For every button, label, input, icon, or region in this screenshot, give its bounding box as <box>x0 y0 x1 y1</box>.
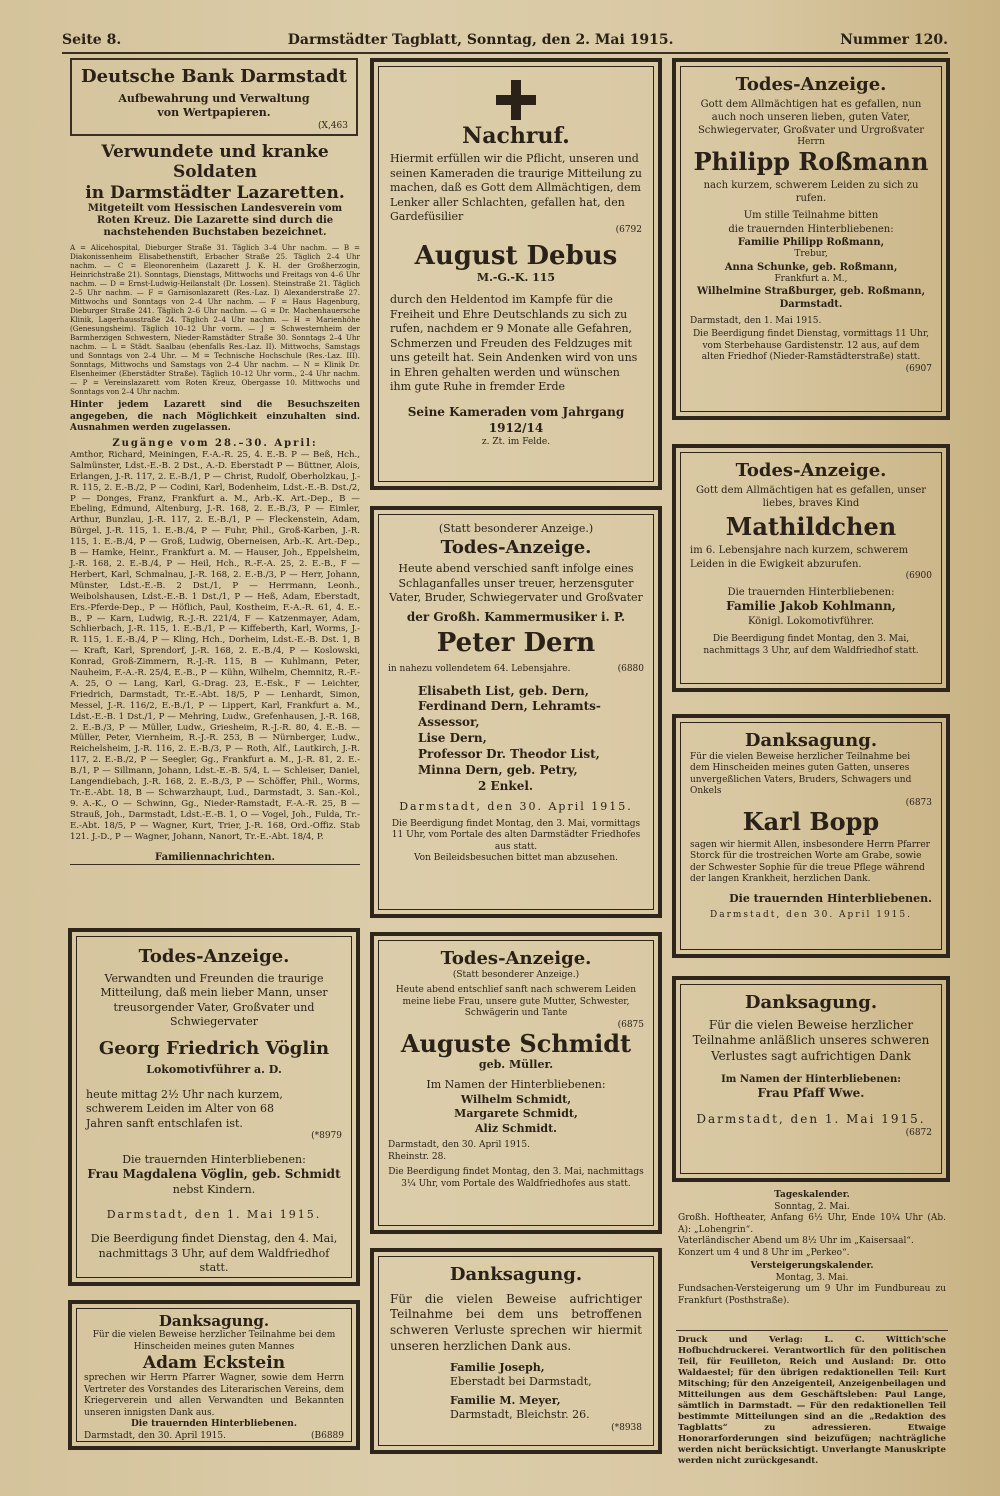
eckstein-code: (B6889 <box>310 1431 344 1441</box>
rossmann-mourner-3: Wilhelmine Straßburger, geb. Roßmann, Darmstadt. <box>696 286 926 311</box>
lazarett-note: Hinter jedem Lazarett sind die Besuchszeiten angegeben, die nach Möglichkeit einzuhalten sind. Ausnahmen werden zugelassen. <box>70 400 360 434</box>
schmidt-mourners <box>388 1093 644 1137</box>
bopp-code: (6873 <box>905 797 932 808</box>
rossmann-code: (6907 <box>905 363 932 374</box>
bank-line2: von Wertpapieren. <box>157 106 271 120</box>
joseph-family-2b: Darmstadt, Bleichstr. 26. <box>450 1408 590 1422</box>
mathildchen-code: (6900 <box>905 570 932 581</box>
zugaenge-title: Zugänge vom 28.–30. April: <box>112 437 318 449</box>
dern-funeral: Die Beerdigung findet Montag, den 3. Mai, vormittags 11 Uhr, vom Portale des alten Darmstädter Friedhofes aus statt. <box>391 818 641 852</box>
debus-name: August Debus <box>414 241 618 272</box>
dern-mourner-1: Elisabeth List, geb. Dern, <box>418 683 589 698</box>
rossmann-still: Um stille Teilnahme bitten <box>743 210 879 222</box>
rossmann-place: Darmstadt, den 1. Mai 1915. <box>690 315 822 326</box>
bopp-mourners: Die trauernden Hinterbliebenen. <box>729 891 932 905</box>
schmidt-intro: Heute abend entschlief sanft nach schwerem Leiden meine liebe Frau, unsere gute Mutter, Schwester, Schwägerin und Tante <box>395 985 637 1019</box>
schmidt-mourners-intro: Im Namen der Hinterbliebenen: <box>426 1078 606 1092</box>
dern-heading: Todes-Anzeige. <box>440 536 592 558</box>
familien-heading: Familiennachrichten. <box>70 851 360 865</box>
bank-line1: Aufbewahrung und Verwaltung <box>118 91 310 105</box>
rossmann-name: Philipp Roßmann <box>693 146 929 176</box>
bopp-place: Darmstadt, den 30. April 1915. <box>710 910 912 921</box>
bopp-text: sagen wir hiermit Allen, insbesondere Herrn Pfarrer Storck für die trostreichen Worte am Grabe, sowie der Schwester Sophie für die treue Pflege während der langen Krankheit, herzlichen Dank. <box>690 839 930 885</box>
dern-mourner-4: Professor Dr. Theodor List, <box>418 746 600 761</box>
debus-notice <box>370 58 662 490</box>
joseph-family-2: Familie M. Meyer, <box>450 1393 561 1407</box>
dern-age: in nahezu vollendetem 64. Lebensjahre. <box>388 664 571 675</box>
schmidt-mourner-3: Aliz Schmidt. <box>474 1121 558 1135</box>
pfaff-names-intro: Im Namen der Hinterbliebenen: <box>721 1074 901 1086</box>
voeglin-name: Georg Friedrich Vöglin <box>98 1037 330 1059</box>
rossmann-text: nach kurzem, schwerem Leiden zu sich zu rufen. <box>703 180 919 205</box>
dern-mourner-6: 2 Enkel. <box>478 778 534 793</box>
schmidt-notice <box>370 932 662 1234</box>
schmidt-name: Auguste Schmidt <box>400 1029 632 1059</box>
dern-place: Darmstadt, den 30. April 1915. <box>399 800 633 814</box>
pfaff-notice <box>672 976 950 1182</box>
page-header <box>62 28 948 54</box>
voeglin-mourners-2: nebst Kindern. <box>172 1183 256 1197</box>
mathildchen-funeral: Die Beerdigung findet Montag, den 3. Mai, nachmittags 3 Uhr, auf dem Waldfriedhof statt. <box>703 634 919 656</box>
dern-code: (6880 <box>617 664 644 675</box>
eckstein-name: Adam Eckstein <box>142 1353 286 1374</box>
kalender-line-1: Großh. Hoftheater, Anfang 6½ Uhr, Ende 10¼ Uhr (Ab. A): „Lohengrin“. <box>678 1213 946 1235</box>
versteigerung-line-1: Fundsachen-Versteigerung um 9 Uhr im Fundbureau zu Frankfurt (Posthstraße). <box>678 1284 946 1306</box>
bank-code: (X,463 <box>318 120 348 131</box>
voeglin-title: Lokomotivführer a. D. <box>146 1063 282 1077</box>
dern-notice <box>370 506 662 918</box>
mathildchen-mourners-intro: Die trauernden Hinterbliebenen: <box>727 587 895 599</box>
dern-name: Peter Dern <box>436 628 596 659</box>
voeglin-place: Darmstadt, den 1. Mai 1915. <box>106 1207 322 1221</box>
mathildchen-heading: Todes-Anzeige. <box>735 460 887 481</box>
rossmann-funeral: Die Beerdigung findet Dienstag, vormittags 11 Uhr, vom Sterbehause Gardistenstr. 12 aus, auf dem alten Friedhof (Nieder-Ramstädterstraße) statt. <box>692 329 930 363</box>
rossmann-intro: Gott dem Allmächtigen hat es gefallen, nun auch noch unseren lieben, guten Vater, Schwiegervater, Großvater und Urgroßvater <box>697 98 925 136</box>
pfaff-text: Für die vielen Beweise herzlicher Teilnahme anläßlich unseres schweren Verlustes sagt aufrichtigen Dank <box>692 1017 930 1064</box>
pfaff-heading: Danksagung. <box>744 992 878 1013</box>
voeglin-notice <box>68 928 360 1286</box>
debus-heading: Nachruf. <box>462 123 570 149</box>
kalender-title: Tageskalender. <box>774 1190 850 1200</box>
mathildchen-mourner-1b: Königl. Lokomotivführer. <box>747 616 875 628</box>
dern-mourner-3: Lise Dern, <box>418 731 487 746</box>
schmidt-heading: Todes-Anzeige. <box>440 948 592 969</box>
mathildchen-text: im 6. Lebensjahre nach kurzem, schwerem Leiden in die Ewigkeit abzurufen. <box>690 545 909 570</box>
impressum <box>676 1330 948 1466</box>
dern-mourner-5: Minna Dern, geb. Petry, <box>418 762 578 777</box>
debus-text: durch den Heldentod im Kampfe für die Freiheit und Ehre Deutschlands zu sich zu rufen, nachdem er 9 Monate alle Gefahren, Schmerzen und Freuden des Feldzuges mit uns geteilt hat. Sein Andenken wird von uns in Ehren gehalten werden und wünschen ihm gute Ruhe in fremder Erde <box>390 293 638 394</box>
mathildchen-notice <box>672 444 950 692</box>
dern-mourner-2: Ferdinand Dern, Lehramts-Assessor, <box>418 699 601 730</box>
lazarett-legend: A = Alicehospital, Dieburger Straße 31. Täglich 3–4 Uhr nachm. — B = Diakonissenheim Elisabethenstift, Erbacher Straße 25. Täglich 2–4 Uhr nachm. — C = Eleonorenheim (Lazarett J. K. H. der Großherzogin, Heinrichstraße 21). Sonntags, Dienstags, Mittwochs und Freitags von 4–6 Uhr nachm. — D = Ernst-Ludwig-Heilanstalt (Dr. Lossen). Steinstraße 21. Täglich 2–5 Uhr nachm. — F = Garnisonlazarett (Res.-Laz. I) Alexanderstraße 27. Mittwochs und Sonntags von 2–4 Uhr nachm. — F = Haus Hagenburg, Dieburger Straße 241. Täglich 2–6 Uhr nachm. — G = Dr. Machenhauersche Klinik, Lagerhausstraße 24. Täglich 2–4 Uhr nachm. — H = Marienhöhe (Genesungsheim). Täglich 10–12 Uhr vorm. — J = Schwesternheim der Barmherzigen Schwestern, Nieder-Ramstädter Straße 30. Sonntags 2–4 Uhr nachm. — L = Städt. Saalbau (ebenfalls Res.-Laz. II). Mittwochs, Samstags und Sonntags von 2–4 Uhr. — M = Technische Hochschule (Res.-Laz. III). Sonntags, Mittwochs und Samstags von 2–4 Uhr nachm. — N = Klinik Dr. Elsenheimer (Eberstädter Straße). Täglich 10–12 Uhr vorm., 2–4 Uhr nachm. — P = Vereinslazarett vom Roten Kreuz, Obergasse 10. Mittwochs und Sonntags von 2–4 Uhr nachm. <box>70 243 360 397</box>
joseph-notice <box>370 1248 662 1454</box>
bopp-notice <box>672 714 950 958</box>
schmidt-mourner-1: Wilhelm Schmidt, <box>460 1092 572 1106</box>
rossmann-mourner-1b: Trebur, <box>794 249 828 259</box>
schmidt-street: Rheinstr. 28. <box>388 1151 447 1162</box>
eckstein-notice <box>68 1300 360 1450</box>
eckstein-heading: Danksagung. <box>158 1312 270 1330</box>
rossmann-herr: Herrn <box>797 137 825 148</box>
schmidt-funeral: Die Beerdigung findet Montag, den 3. Mai, nachmittags 3¼ Uhr, vom Portale des Waldfriedhofes aus statt. <box>388 1167 644 1189</box>
dern-note: Von Beileidsbesuchen bittet man abzusehen. <box>414 853 618 864</box>
schmidt-mourner-2: Margarete Schmidt, <box>454 1107 578 1121</box>
joseph-heading: Danksagung. <box>449 1264 583 1285</box>
rossmann-heading: Todes-Anzeige. <box>735 74 887 95</box>
eckstein-footer <box>84 1431 344 1443</box>
lazarett-intro: Mitgeteilt vom Hessischen Landesverein vom Roten Kreuz. Die Lazarette sind durch die nachstehenden Buchstaben bezeichnet. <box>87 203 343 239</box>
voeglin-code: (*8979 <box>311 1131 342 1142</box>
rossmann-mourner-1: Familie Philipp Roßmann, <box>737 236 885 248</box>
schmidt-place: Darmstadt, den 30. April 1915. <box>388 1140 530 1151</box>
debus-unit: M.-G.-K. 115 <box>476 270 556 284</box>
voeglin-mourners: Frau Magdalena Vöglin, geb. Schmidt <box>87 1167 341 1182</box>
bopp-intro: Für die vielen Beweise herzlicher Teilnahme bei dem Hinscheiden meines guten Gatten, unseres unvergeßlichen Vaters, Bruders, Schwagers und Onkels <box>690 751 912 797</box>
debus-code: (6792 <box>615 224 642 235</box>
lazarett-article <box>70 142 360 865</box>
debus-sign-1: Seine Kameraden vom Jahrgang <box>407 405 625 419</box>
pfaff-code: (6872 <box>905 1127 932 1138</box>
joseph-family-1b: Eberstadt bei Darmstadt, <box>450 1375 592 1389</box>
rossmann-notice <box>672 58 950 420</box>
lazarett-title-1: Verwundete und kranke Soldaten <box>101 142 329 183</box>
page-number: Seite 8. <box>62 32 122 48</box>
voeglin-heading: Todes-Anzeige. <box>138 946 290 967</box>
versteigerung-title: Versteigerungskalender. <box>750 1261 874 1272</box>
debus-sign-2: 1912/14 <box>488 420 544 435</box>
lazarett-title-2: in Darmstädter Lazaretten. <box>85 182 345 203</box>
bopp-name: Karl Bopp <box>742 807 880 837</box>
rossmann-mourner-2: Anna Schunke, geb. Roßmann, <box>724 261 898 273</box>
impressum-text: Druck und Verlag: L. C. Wittich'sche Hofbuchdruckerei. Verantwortlich für den politischen Teil, für Feuilleton, Reich und Ausland: Dr. Otto Waldaestel; für den übrigen redaktionellen Teil: Kurt Mitsching; für den Anzeigenteil, Anzeigenbeilagen und Mitteilungen aus dem Geschäftsleben: Paul Lange, sämtlich in Darmstadt. — Für den redaktionellen Teil bestimmte Mitteilungen sind an die „Redaktion des Tagblatts“ zu adressieren. Etwaige Honorarforderungen sind beizufügen; nachträgliche werden nicht berücksichtigt. Unverlangte Manuskripte werden nicht zurückgesandt. <box>678 1335 946 1466</box>
schmidt-code: (6875 <box>617 1019 644 1030</box>
eckstein-mourners: Die trauernden Hinterbliebenen. <box>131 1419 297 1430</box>
schmidt-born: geb. Müller. <box>478 1057 554 1071</box>
joseph-code: (*8938 <box>611 1422 642 1433</box>
masthead-line: Darmstädter Tagblatt, Sonntag, den 2. Mai 1915. <box>287 32 674 48</box>
rossmann-mourner-2b: Frankfurt a. M., <box>774 273 848 284</box>
dern-intro: Heute abend verschied sanft infolge eines Schlaganfalles unser treuer, herzensguter Vater, Bruder, Schwiegervater und Großvater <box>389 562 643 605</box>
voeglin-intro: Verwandten und Freunden die traurige Mitteilung, daß mein lieber Mann, unser treusorgender Vater, Großvater und Schwiegervater <box>100 971 328 1029</box>
kalender-line-2: Vaterländischer Abend um 8½ Uhr im „Kaisersaal“. <box>678 1236 914 1247</box>
eckstein-intro: Für die vielen Beweise herzlicher Teilnahme bei dem Hinscheiden meines guten Mannes <box>92 1330 336 1352</box>
mathildchen-mourner-1: Familie Jakob Kohlmann, <box>726 599 896 614</box>
zugaenge-list: Amthor, Richard, Meiningen, F.-A.-R. 25, 4. E.-B. P — Beß, Hch., Salmünster, Ldst.-E.-B. 2 Dst., A.-D. Eberstadt P — Büttner, Alois, Erlangen, J.-R. 117, 2. E.-B./1, P — Christ, Rudolf, Oberholzkau, J.-R. 115, 2. E.-B./2, P — Codini, Karl, Bodenheim, Ldst.-E.-B. Dst./2, P — Donges, Franz, Frankfurt a. M., Arb.-K. Art.-Dep., B — Ebeling, Edmund, Altenburg, J.-R. 168, 2. E.-B./3, P — Eimler, Arthur, Bunzlau, J.-R. 117, 2. E.-B./1, P — Fleckenstein, Adam, Bürgel, J.-R. 115, 1. E.-B./4, P — Fuhr, Phil., Groß-Karben, J.-R. 115, 1. E.-B./4, P — Groß, Ludwig, Oberneisen, Arb.-K. Art.-Dep., B — Hamke, Heinr., Frankfurt a. M. — Hauser, Joh., Eppelsheim, J.-R. 168, 2. E.-B./4, P — Heil, Hch., R.-F.-A. 25, 2. E.-B., F — Herbert, Karl, Schmalnau, J.-R. 168, 2. E.-B./3, P — Herr, Johann, Münster, Ldst.-E.-B. 2 Dst./1, P — Herrmann, Leonh., Weibolshausen, Ldst.-E.-B. 1 Dst./1, P — Heß, Adam, Eberstadt, Ers.-Pferde-Dep., P — Höflich, Paul, Kostheim, F.-A.-R. 61, 4. E.-B., P — Karn, Ludwig, R.-J.-R. 221/4, F — Katzenmayer, Adam, Schlierbach, J.-R. 115, 1. E.-B./1, P — Kiffeberth, Karl, Worms, J.-R. 115, 1. E.-B./4, P — Kling, Hch., Dorheim, Ldst.-E.-B. Dst. 1, B — Kraft, Karl, Sprendorf, J.-R. 168, 2. E.-B./4, P — Koslowski, Konrad, Groß-Zimmern, R.-J.-R. 115, B — Kuhlmann, Peter, Nauheim, F.-A.-R. 25/4, E.-B., P — Kühn, Wilhelm, Chemnitz, R.-F.-A. 25, O — Lang, Karl, G.-Drag. 23, E.-Esk., F — Leichter, Friedrich, Darmstadt, Tr.-E.-Abt. 18/5, P — Lenhardt, Simon, Messel, J.-R. 116/2, E.-B./1, P — Lippert, Karl, Frankfurt a. M., Ldst.-E.-B. 1 Dst./1, P — Mehring, Ludw., Grefenhausen, J.-R. 168, 2. E.-B./3, P — Müller, Ludw., Griesheim, R.-J.-R. 80, 4. E.-B. — Müller, Peter, Viernheim, R.-J.-R. 253, B — Nürnberger, Ludw., Reichelsheim, J.-R. 116, 2. E.-B./3, P — Roth, Alf., Lautkirch, J.-R. 117, 2. E.-B./2, P — Seegler, Gg., Frankfurt a. M., J.-R. 81, 2. E.-B./1, P — Sillmann, Johann, Ldst.-E.-B. 5/4, L — Schleiser, Daniel, Langendiebach, J.-R. 168, 2. E.-B./3, P — Schöffer, Phil., Worms, Tr.-E.-Abt. 18, B — Schwarzhaupt, Lud., Darmstadt, 3. San.-Kol., 9. A.-K., O — Schwinn, Gg., Nieder-Ramstadt, F.-A.-R. 25, B — Strauß, Joh., Darmstadt, Ldst.-E.-B. 1, O — Vogel, Joh., Fulda, Tr.-E.-Abt. 18/5, P — Wagner, Kurt, Trier, J.-R. 168, Ord.-Offiz. Stab 121. J.-D., P — Wagner, Johann, Nanort, Tr.-E.-Abt. 18/4, P. <box>70 449 360 842</box>
mathildchen-name: Mathildchen <box>725 511 897 541</box>
kalender-line-3: Konzert um 4 und 8 Uhr im „Perkeo“. <box>678 1247 850 1258</box>
eckstein-text: sprechen wir Herrn Pfarrer Wagner, sowie dem Herrn Vertreter des Vorstandes des Literarischen Vereins, dem Kriegerverein und allen Verwandten und Bekannten unseren innigsten Dank aus. <box>84 1373 344 1418</box>
pfaff-name: Frau Pfaff Wwe. <box>757 1086 865 1101</box>
tageskalender <box>676 1190 948 1324</box>
bank-title: Deutsche Bank Darmstadt <box>81 66 347 87</box>
joseph-family-1: Familie Joseph, <box>450 1360 545 1374</box>
bank-ad <box>70 58 358 136</box>
voeglin-funeral: Die Beerdigung findet Dienstag, den 4. Mai, nachmittags 3 Uhr, auf dem Waldfriedhof statt. <box>90 1232 338 1275</box>
kalender-date: Sonntag, 2. Mai. <box>774 1201 850 1212</box>
schmidt-pre: (Statt besonderer Anzeige.) <box>452 969 580 980</box>
voeglin-mourners-intro: Die trauernden Hinterbliebenen: <box>122 1152 306 1166</box>
issue-number: Nummer 120. <box>840 32 948 48</box>
pfaff-place: Darmstadt, den 1. Mai 1915. <box>696 1112 926 1127</box>
eckstein-place: Darmstadt, den 30. April 1915. <box>84 1431 226 1441</box>
dern-pre: (Statt besonderer Anzeige.) <box>438 522 594 535</box>
dern-mourners <box>388 684 644 795</box>
bopp-heading: Danksagung. <box>744 730 878 751</box>
voeglin-text: heute mittag 2½ Uhr nach kurzem, schwerem Leiden im Alter von 68 Jahren sanft entschlafen ist. <box>86 1087 283 1130</box>
rossmann-mourners-intro: die trauernden Hinterbliebenen: <box>728 223 894 235</box>
dern-title: der Großh. Kammermusiker i. P. <box>406 609 626 624</box>
debus-sign-3: z. Zt. im Felde. <box>481 436 551 447</box>
mathildchen-intro: Gott dem Allmächtigen hat es gefallen, unser liebes, braves Kind <box>695 484 927 509</box>
versteigerung-date: Montag, 3. Mai. <box>775 1272 849 1283</box>
joseph-text: Für die vielen Beweise aufrichtiger Teilnahme bei dem uns betroffenen schweren Verluste sprechen wir hiermit unseren herzlichen Dank aus. <box>390 1291 642 1354</box>
dern-age-line <box>388 664 644 676</box>
debus-intro: Hiermit erfüllen wir die Pflicht, unseren und seinen Kameraden die traurige Mitteilung zu machen, daß es Gott dem Allmächtigen, dem Lenker aller Schlachten, gefallen hat, den Gardefüsilier <box>390 152 642 224</box>
iron-cross-icon <box>496 80 536 120</box>
